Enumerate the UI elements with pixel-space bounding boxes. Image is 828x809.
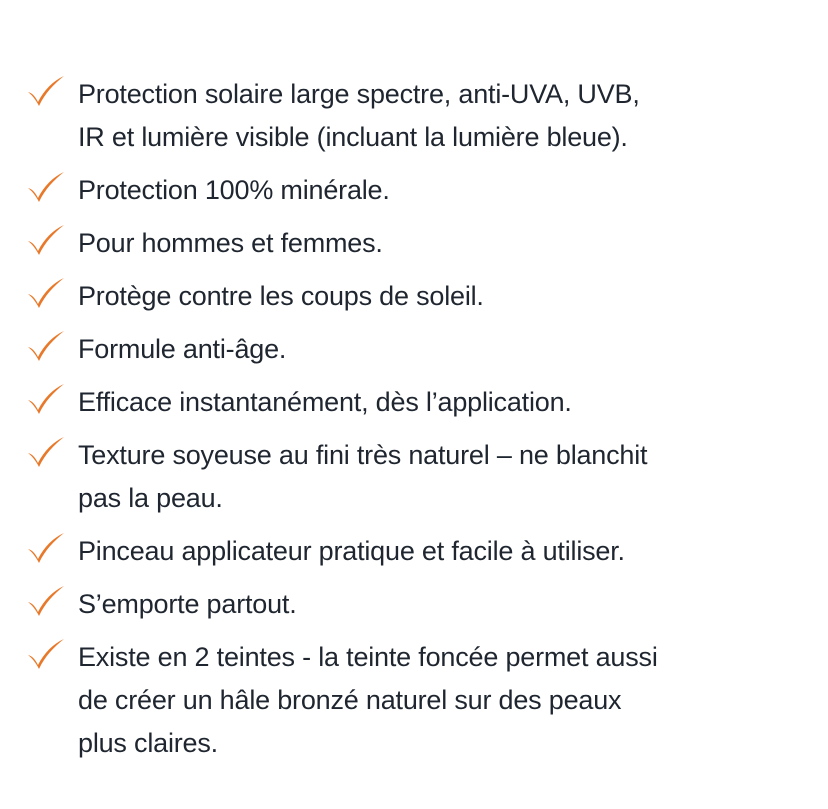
feature-list <box>0 73 658 775</box>
checkmark-icon <box>26 75 66 107</box>
item-text-line: Pinceau applicateur pratique et facile à utiliser. <box>78 536 625 566</box>
list-item <box>0 73 658 159</box>
checkmark-icon <box>26 532 66 564</box>
item-text-line: Existe en 2 teintes - la teinte foncée permet aussi <box>78 642 658 672</box>
item-text-line: Protection 100% minérale. <box>78 175 390 205</box>
item-text-line: Pour hommes et femmes. <box>78 228 383 258</box>
list-item <box>0 434 658 520</box>
item-text-line: Protège contre les coups de soleil. <box>78 281 484 311</box>
item-text-line: Efficace instantanément, dès l’application. <box>78 387 572 417</box>
item-text-line: pas la peau. <box>78 483 223 513</box>
item-text-line: Formule anti-âge. <box>78 334 287 364</box>
checkmark-icon <box>26 171 66 203</box>
item-text-line: IR et lumière visible (incluant la lumière bleue). <box>78 122 628 152</box>
item-text-line: de créer un hâle bronzé naturel sur des peaux <box>78 685 622 715</box>
list-item <box>0 328 658 371</box>
checkmark-icon <box>26 436 66 468</box>
list-item <box>0 530 658 573</box>
list-item <box>0 169 658 212</box>
checkmark-icon <box>26 224 66 256</box>
checkmark-icon <box>26 383 66 415</box>
list-item <box>0 275 658 318</box>
list-item <box>0 636 658 765</box>
item-text-line: Protection solaire large spectre, anti-UVA, UVB, <box>78 79 640 109</box>
checkmark-icon <box>26 277 66 309</box>
item-text-line: plus claires. <box>78 728 218 758</box>
list-item <box>0 381 658 424</box>
item-text-line: S’emporte partout. <box>78 589 297 619</box>
list-item <box>0 222 658 265</box>
checkmark-icon <box>26 330 66 362</box>
checkmark-icon <box>26 638 66 670</box>
list-item <box>0 583 658 626</box>
checkmark-icon <box>26 585 66 617</box>
item-text-line: Texture soyeuse au fini très naturel – ne blanchit <box>78 440 648 470</box>
